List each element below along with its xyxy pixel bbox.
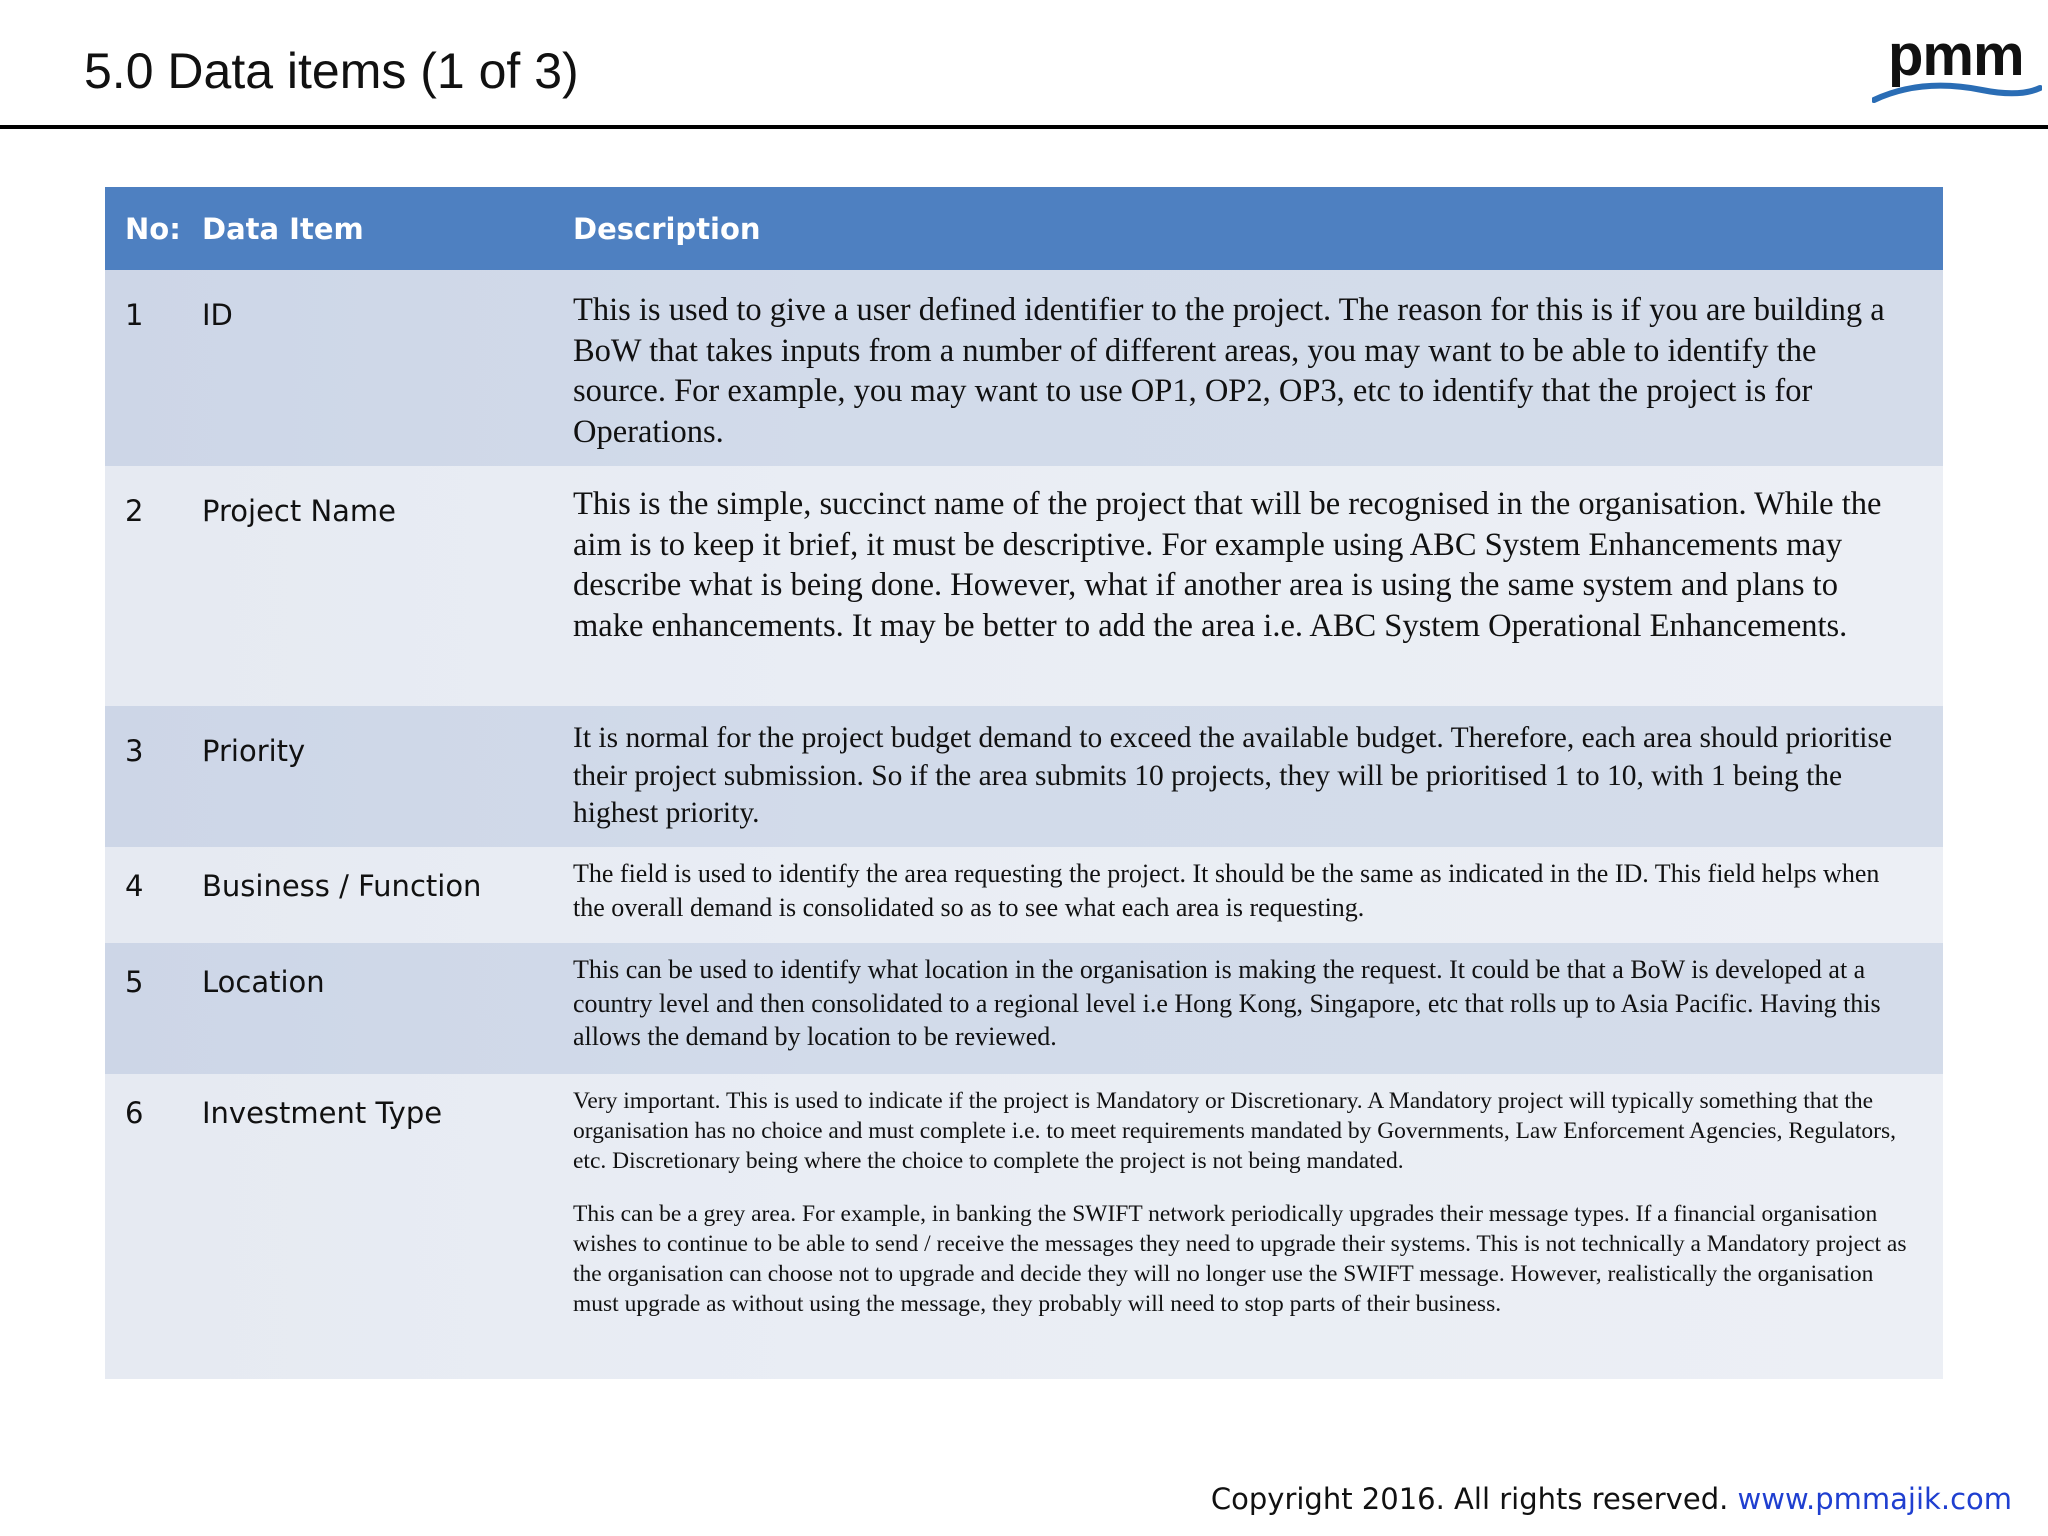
table-row xyxy=(105,1074,1943,1379)
header-no: No: xyxy=(125,211,181,246)
table-row xyxy=(105,706,1943,847)
row-description xyxy=(573,943,1943,1074)
description-paragraph: The field is used to identify the area requesting the project. It should be the same as indicated in the ID. This field helps when the overall demand is consolidated so as to see what each area is requesting. xyxy=(573,859,1880,922)
logo-wordmark: pmm xyxy=(1888,23,2024,88)
row-number: 4 xyxy=(125,869,144,903)
data-items-table xyxy=(105,187,1943,1379)
table-header-row xyxy=(105,187,1943,270)
description-paragraph: This can be used to identify what location in the organisation is making the request. It could be that a BoW is developed at a country level and then consolidated to a regional level i.e Hong Kong, Singapore, etc that rolls up to Asia Pacific. Having this allows the demand by location to be reviewed. xyxy=(573,955,1881,1051)
description-paragraph: This is used to give a user defined identifier to the project. The reason for this is if you are building a BoW that takes inputs from a number of different areas, you may want to be able to identify the source. For example, you may want to use OP1, OP2, OP3, etc to identify that the project is for Operations. xyxy=(573,292,1885,450)
row-description xyxy=(573,1074,1943,1379)
row-number: 1 xyxy=(125,298,144,332)
footer-copyright xyxy=(1211,1482,2012,1516)
table-row xyxy=(105,943,1943,1074)
pmm-logo xyxy=(1872,23,2042,106)
row-number: 5 xyxy=(125,965,144,999)
description-paragraph: This is the simple, succinct name of the project that will be recognised in the organisation. While the aim is to keep it brief, it must be descriptive. For example using ABC System Enhancements may describe what is being done. However, what if another area is using the same system and plans to make enhancements. It may be better to add the area i.e. ABC System Operational Enhancements. xyxy=(573,486,1882,644)
copyright-text: Copyright 2016. All rights reserved. xyxy=(1210,1482,1738,1516)
header-data-item: Data Item xyxy=(202,211,364,246)
row-number: 3 xyxy=(125,734,144,768)
row-description xyxy=(573,270,1943,466)
page-title: 5.0 Data items (1 of 3) xyxy=(84,43,579,99)
row-number: 6 xyxy=(125,1096,144,1130)
logo-wave-icon xyxy=(1872,78,2042,104)
row-data-item: Investment Type xyxy=(202,1096,443,1130)
description-paragraph: This can be a grey area. For example, in banking the SWIFT network periodically upgrades their message types. If a financial organisation wishes to continue to be able to send / receive the messages they need to upgrade their systems. This is not technically a Mandatory project as the organisation can choose not to upgrade and decide they will no longer use the SWIFT message. However, realistically the organisation must upgrade as without using the message, they probably will need to stop parts of their business. xyxy=(573,1200,1907,1318)
header-description: Description xyxy=(573,211,761,246)
description-paragraph: Very important. This is used to indicate if the project is Mandatory or Discretionary. A Mandatory project will typically something that the organisation has no choice and must complete i.e. to meet requirements mandated by Governments, Law Enforcement Agencies, Regulators, etc. Discretionary being where the choice to complete the project is not being mandated. xyxy=(573,1088,1897,1175)
row-data-item: Project Name xyxy=(202,494,396,528)
row-data-item: Priority xyxy=(202,734,306,768)
table-row xyxy=(105,847,1943,943)
row-data-item: Location xyxy=(202,965,325,999)
row-data-item: ID xyxy=(202,298,233,332)
description-paragraph: It is normal for the project budget demand to exceed the available budget. Therefore, each area should prioritise their project submission. So if the area submits 10 projects, they will be prioritised 1 to 10, with 1 being the highest priority. xyxy=(573,722,1893,829)
row-number: 2 xyxy=(125,494,144,528)
row-description xyxy=(573,706,1943,847)
row-description xyxy=(573,466,1943,706)
table-row xyxy=(105,466,1943,706)
row-description xyxy=(573,847,1943,943)
title-divider xyxy=(0,125,2048,129)
row-data-item: Business / Function xyxy=(202,869,482,903)
table-row xyxy=(105,270,1943,466)
website-link[interactable]: www.pmmajik.com xyxy=(1737,1482,2012,1516)
